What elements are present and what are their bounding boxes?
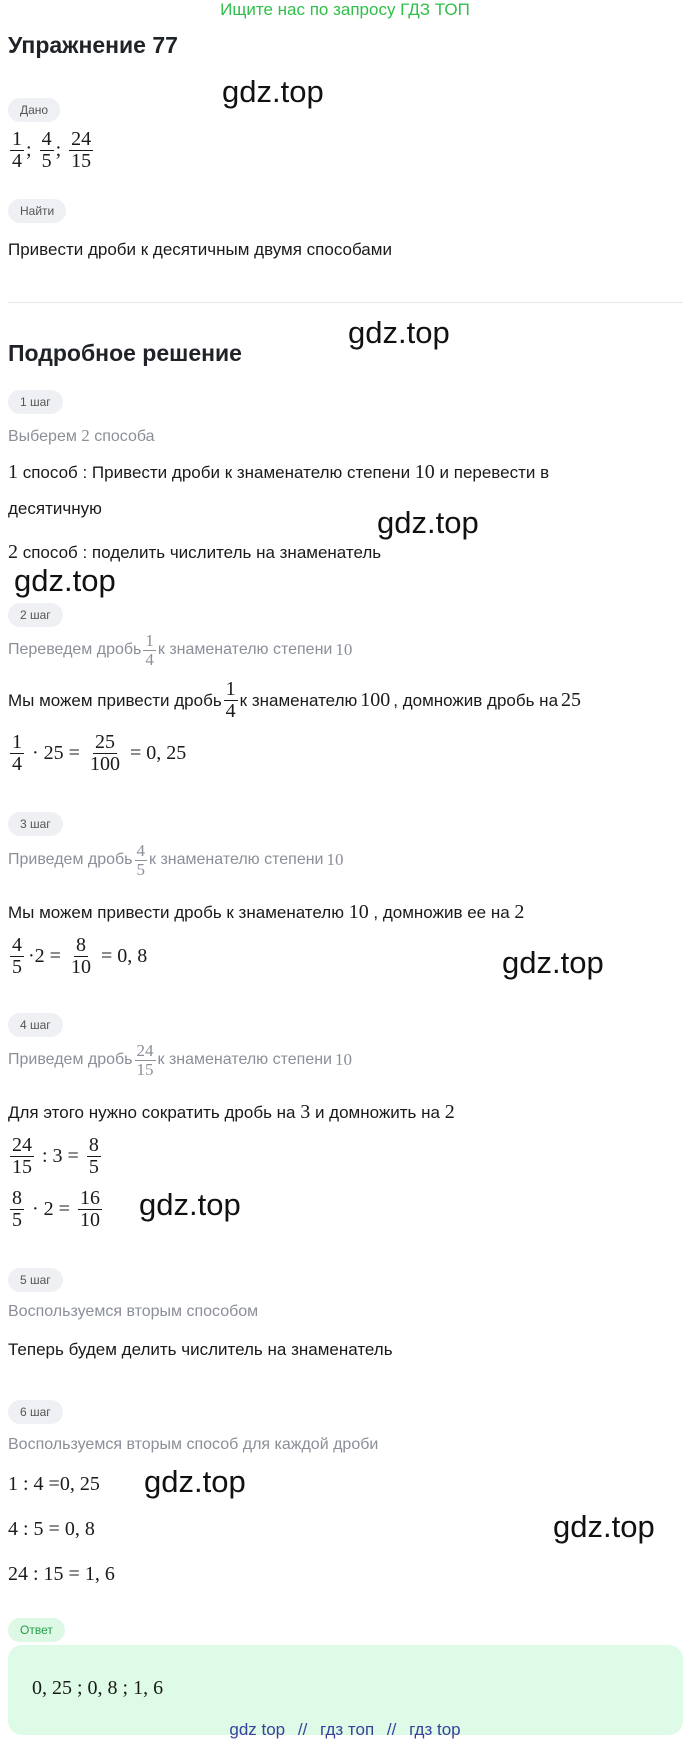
calc-line: 24 : 15 = 1, 6 xyxy=(8,1563,115,1585)
fraction: $\frac{8}{10}$ xyxy=(70,934,91,978)
page-title: Упражнение 77 xyxy=(8,32,178,58)
step-text: Мы можем привести дробь $\frac{1}{4}$ к знаменателю 100 , домножив дробь на 25 xyxy=(8,678,582,722)
watermark: gdz.top xyxy=(553,1509,655,1544)
step-pill: 3 шаг xyxy=(8,812,63,836)
step-text: 1 способ : Привести дроби к знаменателю степени 10 и перевести в xyxy=(8,461,550,483)
divider xyxy=(8,302,683,303)
bottom-link[interactable]: gdz top xyxy=(229,1720,286,1739)
step-pill: 2 шаг xyxy=(8,603,63,627)
step-intro: Воспользуемся вторым способом xyxy=(8,1303,259,1320)
step-text: 2 способ : поделить числитель на знаменатель xyxy=(8,541,382,563)
step-pill: 4 шаг xyxy=(8,1013,63,1037)
fraction: $\frac{25}{100}$ xyxy=(89,731,120,775)
equation: $\frac{4}{5}$ ·2 = $\frac{8}{10}$ = 0, 8 xyxy=(12,934,148,978)
fraction: $\frac{8}{5}$ xyxy=(12,1187,22,1231)
step-pill: 5 шаг xyxy=(8,1268,63,1292)
fraction: $\frac{8}{5}$ xyxy=(88,1134,99,1178)
fraction: $\frac{1}{4}$ xyxy=(145,631,154,669)
fraction: $\frac{24}{15}$ xyxy=(12,1134,32,1178)
step-text: десятичную xyxy=(8,499,102,518)
fraction: $\frac{4}{5}$ xyxy=(136,841,146,879)
fraction: $\frac{1}{4}$ xyxy=(12,731,22,775)
given-pill: Дано xyxy=(8,98,60,122)
step-intro: Переведем дробь $\frac{1}{4}$ к знаменателю степени 10 xyxy=(8,631,353,669)
fraction: $\frac{1}{4}$ xyxy=(12,128,22,172)
find-text: Привести дроби к десятичным двумя способами xyxy=(8,240,392,259)
equation: $\frac{24}{15}$ : 3 = $\frac{8}{5}$ xyxy=(12,1134,99,1178)
bottom-link[interactable]: гдз топ xyxy=(320,1720,375,1739)
calc-line: 4 : 5 = 0, 8 xyxy=(8,1518,95,1540)
bottom-links xyxy=(0,1720,690,1740)
watermark: gdz.top xyxy=(222,74,324,109)
watermark: gdz.top xyxy=(377,505,479,540)
step-text: Теперь будем делить числитель на знаменатель xyxy=(8,1340,393,1359)
step-intro: Приведем дробь $\frac{24}{15}$ к знаменателю степени 10 xyxy=(8,1041,352,1079)
step-intro: Выберем 2 способа xyxy=(8,426,155,445)
step-text: Мы можем привести дробь к знаменателю 10 , домножив ее на 2 xyxy=(8,901,525,923)
answer-text: 0, 25 ; 0, 8 ; 1, 6 xyxy=(32,1677,164,1699)
equation: $\frac{1}{4}$ · 25 = $\frac{25}{100}$ = 0, 25 xyxy=(12,731,187,775)
fraction: $\frac{4}{5}$ xyxy=(41,128,52,172)
separator: // xyxy=(297,1720,308,1739)
fraction: $\frac{24}{15}$ xyxy=(136,1041,154,1079)
watermark: gdz.top xyxy=(502,945,604,980)
top-banner[interactable]: Ищите нас по запросу ГДЗ ТОП xyxy=(220,0,470,19)
answer-pill: Ответ xyxy=(8,1618,65,1642)
fraction: $\frac{16}{10}$ xyxy=(79,1187,100,1231)
find-pill: Найти xyxy=(8,199,66,223)
step-intro: Приведем дробь $\frac{4}{5}$ к знаменателю степени 10 xyxy=(8,841,344,879)
calc-line: 1 : 4 =0, 25 xyxy=(8,1473,100,1495)
equation: $\frac{8}{5}$ · 2 = $\frac{16}{10}$ xyxy=(12,1187,100,1231)
step-text: Для этого нужно сократить дробь на 3 и домножить на 2 xyxy=(8,1101,455,1123)
watermark: gdz.top xyxy=(348,315,450,350)
step-pill: 1 шаг xyxy=(8,390,63,414)
fraction: $\frac{24}{15}$ xyxy=(71,128,92,172)
watermark: gdz.top xyxy=(14,563,116,598)
watermark: gdz.top xyxy=(139,1187,241,1222)
bottom-link[interactable]: гдз top xyxy=(409,1720,461,1739)
watermark: gdz.top xyxy=(144,1464,246,1499)
separator: // xyxy=(386,1720,397,1739)
fraction: $\frac{1}{4}$ xyxy=(225,678,236,722)
step-intro: Воспользуемся вторым способ для каждой дроби xyxy=(8,1436,379,1453)
given-fractions: $\frac{1}{4}$ ; $\frac{4}{5}$ ; $\frac{24}{15}$ xyxy=(12,128,92,172)
fraction: $\frac{4}{5}$ xyxy=(12,934,22,978)
step-pill: 6 шаг xyxy=(8,1400,63,1424)
section-title: Подробное решение xyxy=(8,340,242,366)
